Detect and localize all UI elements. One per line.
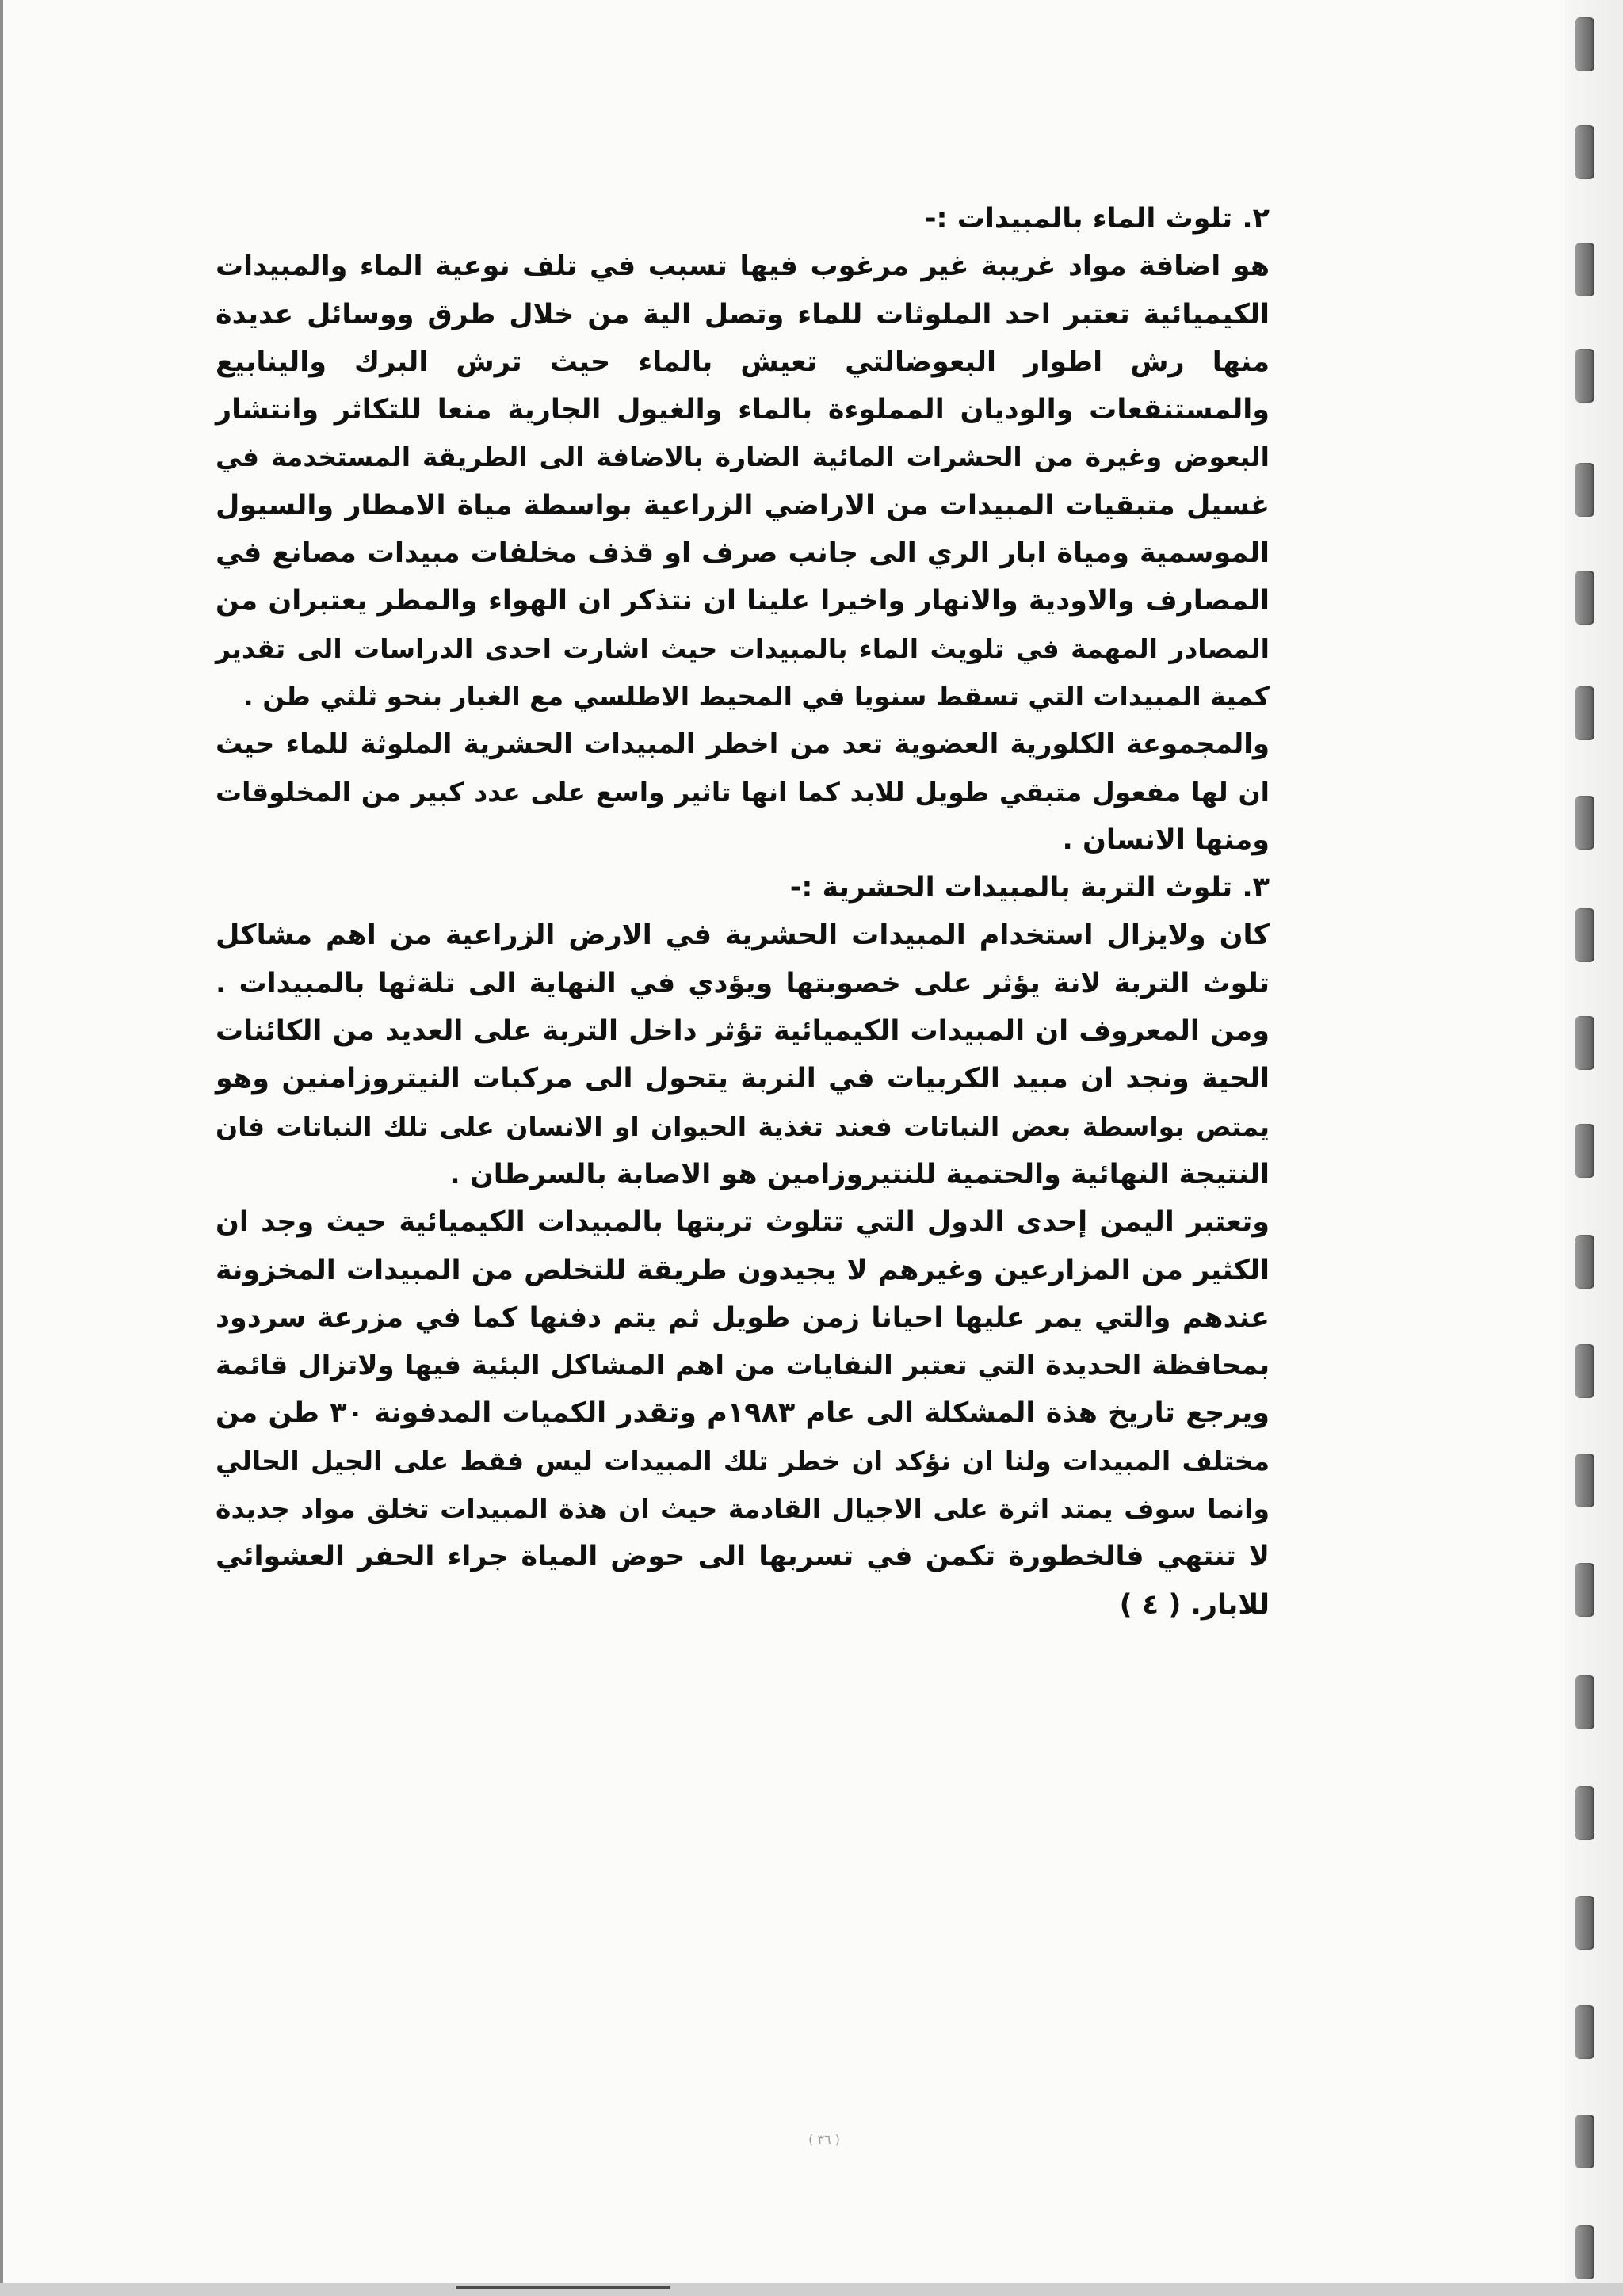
heading-water-pollution: ٢. تلوث الماء بالمبيدات :- xyxy=(925,203,1270,235)
text-line: عندهم والتي يمر عليها احيانا زمن طويل ثم يتم دفنها كما في مزرعة سردود xyxy=(216,1301,1270,1334)
page-number: ( ٣٦ ) xyxy=(808,2132,840,2147)
text-line: منها رش اطوار البعوضالتي تعيش بالماء حيث ترش البرك والينابيع xyxy=(216,346,1270,378)
document-body xyxy=(216,195,1270,1629)
text-line: الكيميائية تعتبر احد الملوثات للماء وتصل الية من خلال طرق ووسائل عديدة xyxy=(216,298,1270,330)
binding-hole xyxy=(1575,17,1594,71)
text-line: المصادر المهمة في تلويث الماء بالمبيدات حيث اشارت احدى الدراسات الى تقدير xyxy=(216,632,1270,664)
text-line: كمية المبيدات التي تسقط سنويا في المحيط الاطلسي مع الغبار بنحو ثلثي طن . xyxy=(243,680,1270,712)
text-line: الموسمية ومياة ابار الري الى جانب صرف او قذف مخلفات مبيدات مصانع في xyxy=(216,537,1270,570)
binding-hole xyxy=(1575,1896,1594,1950)
text-line: بمحافظة الحديدة التي تعتبر النفايات من اهم المشاكل البئية فيها ولاتزال قائمة xyxy=(216,1350,1270,1382)
text-line: البعوض وغيرة من الحشرات المائية الضارة بالاضافة الى الطريقة المستخدمة في xyxy=(216,441,1270,473)
binding-hole xyxy=(1575,1016,1594,1070)
text-line: النتيجة النهائية والحتمية للنتيروزامين هو الاصابة بالسرطان . xyxy=(449,1158,1270,1190)
text-line: ان لها مفعول متبقي طويل للابد كما انها تاثير واسع على عدد كبير من المخلوقات xyxy=(216,776,1270,808)
scan-edge-bottom xyxy=(0,2283,1623,2296)
scan-edge-mark xyxy=(456,2286,670,2289)
binding-hole xyxy=(1575,1563,1594,1617)
binding-hole xyxy=(1575,1786,1594,1840)
binding-hole xyxy=(1575,796,1594,850)
binding-hole xyxy=(1575,1675,1594,1729)
binding-hole xyxy=(1575,349,1594,403)
text-line: كان ولايزال استخدام المبيدات الحشرية في الارض الزراعية من اهم مشاكل xyxy=(216,919,1270,952)
text-line: تلوث التربة لانة يؤثر على خصوبتها ويؤدي في النهاية الى تلةثها بالمبيدات . xyxy=(216,967,1270,999)
binding-hole xyxy=(1575,908,1594,962)
binding-hole xyxy=(1575,686,1594,740)
text-line: يمتص بواسطة بعض النباتات فعند تغذية الحيوان او الانسان على تلك النباتات فان xyxy=(216,1110,1270,1142)
heading-soil-pollution: ٣. تلوث التربة بالمبيدات الحشرية :- xyxy=(789,872,1270,904)
binding-hole xyxy=(1575,125,1594,179)
text-line: غسيل متبقيات المبيدات من الاراضي الزراعية بواسطة مياة الامطار والسيول xyxy=(216,489,1270,521)
citation-line: للابار. ( ٤ ) xyxy=(1119,1588,1270,1621)
text-line: الكثير من المزارعين وغيرهم لا يجيدون طريقة للتخلص من المبيدات المخزونة xyxy=(216,1254,1270,1286)
text-line: الحية ونجد ان مبيد الكربيات في النربة يتحول الى مركبات النيتروزامنين وهو xyxy=(216,1063,1270,1095)
binding-hole xyxy=(1575,243,1594,296)
binding-hole xyxy=(1575,2115,1594,2168)
text-line: ويرجع تاريخ هذة المشكلة الى عام ١٩٨٣م وتقدر الكميات المدفونة ٣٠ طن من xyxy=(216,1397,1270,1430)
text-line: وتعتبر اليمن إحدى الدول التي تتلوث تربتها بالمبيدات الكيميائية حيث وجد ان xyxy=(216,1206,1270,1239)
text-line: مختلف المبيدات ولنا ان نؤكد ان خطر تلك المبيدات ليس فقط على الجيل الحالي xyxy=(216,1445,1270,1477)
text-line: ومن المعروف ان المبيدات الكيميائية تؤثر داخل التربة على العديد من الكائنات xyxy=(216,1015,1270,1048)
text-line: ومنها الانسان . xyxy=(1062,823,1270,856)
binding-hole xyxy=(1575,2005,1594,2059)
text-line: المصارف والاودية والانهار واخيرا علينا ان نتذكر ان الهواء والمطر يعتبران من xyxy=(216,585,1270,617)
text-line: وانما سوف يمتد اثرة على الاجيال القادمة حيث ان هذة المبيدات تخلق مواد جديدة xyxy=(216,1493,1270,1525)
text-line: لا تنتهي فالخطورة تكمن في تسربها الى حوض المياة جراء الحفر العشوائي xyxy=(216,1541,1270,1573)
scan-edge-left xyxy=(0,0,3,2296)
binding-hole xyxy=(1575,1454,1594,1507)
text-line: والمجموعة الكلورية العضوية تعد من اخطر المبيدات الحشرية الملوثة للماء حيث xyxy=(216,728,1270,761)
binding-hole xyxy=(1575,463,1594,517)
binding-hole xyxy=(1575,2225,1594,2279)
binding-hole xyxy=(1575,1124,1594,1178)
text-line: هو اضافة مواد غريبة غير مرغوب فيها تسبب في تلف نوعية الماء والمبيدات xyxy=(216,250,1270,283)
binding-hole xyxy=(1575,1344,1594,1398)
binding-hole xyxy=(1575,1235,1594,1289)
text-line: والمستنقعات والوديان المملوءة بالماء والغيول الجارية منعا للتكاثر وانتشار xyxy=(216,394,1270,426)
binding-hole xyxy=(1575,571,1594,625)
